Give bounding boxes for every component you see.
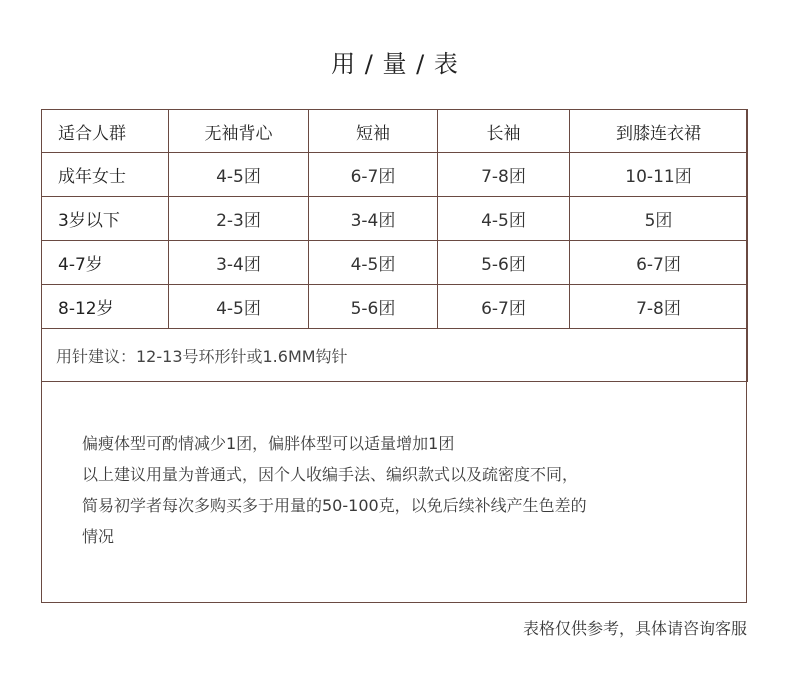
row-label: 3岁以下	[42, 197, 169, 241]
page-title: 用 / 量 / 表	[331, 50, 459, 78]
row-label: 4-7岁	[42, 241, 169, 285]
header-cell-long-sleeve: 长袖	[438, 110, 570, 153]
table-cell: 2-3团	[169, 197, 309, 241]
table-cell: 5团	[570, 197, 748, 241]
remark-line: 偏瘦体型可酌情减少1团，偏胖体型可以适量增加1团	[82, 434, 455, 453]
needle-note: 用针建议：12-13号环形针或1.6MM钩针	[42, 329, 748, 382]
usage-table	[41, 109, 748, 382]
header-cell-audience: 适合人群	[42, 110, 169, 153]
table-cell: 4-5团	[169, 285, 309, 329]
table-cell: 6-7团	[570, 241, 748, 285]
footer-note: 表格仅供参考，具体请咨询客服	[522, 619, 747, 638]
table-row	[42, 241, 748, 285]
table-row	[42, 197, 748, 241]
table-cell: 7-8团	[570, 285, 748, 329]
table-cell: 4-5团	[438, 197, 570, 241]
table-row	[42, 153, 748, 197]
row-label: 8-12岁	[42, 285, 169, 329]
table-cell: 4-5团	[309, 241, 438, 285]
table-cell: 6-7团	[438, 285, 570, 329]
remark-line: 情况	[82, 527, 115, 546]
table-cell: 3-4团	[169, 241, 309, 285]
table-header-row	[42, 110, 748, 153]
table-row	[42, 285, 748, 329]
header-cell-sleeveless-vest: 无袖背心	[169, 110, 309, 153]
needle-note-row	[42, 329, 748, 382]
table-cell: 6-7团	[309, 153, 438, 197]
table-cell: 5-6团	[309, 285, 438, 329]
remarks-block	[82, 428, 722, 552]
remark-line: 以上建议用量为普通式，因个人收编手法、编织款式以及疏密度不同，	[82, 465, 579, 484]
header-cell-short-sleeve: 短袖	[309, 110, 438, 153]
row-label: 成年女士	[42, 153, 169, 197]
remark-line: 简易初学者每次多购买多于用量的50-100克，以免后续补线产生色差的	[82, 496, 587, 515]
table-cell: 10-11团	[570, 153, 748, 197]
header-cell-knee-dress: 到膝连衣裙	[570, 110, 748, 153]
table-cell: 7-8团	[438, 153, 570, 197]
table-cell: 3-4团	[309, 197, 438, 241]
table-cell: 4-5团	[169, 153, 309, 197]
table-cell: 5-6团	[438, 241, 570, 285]
